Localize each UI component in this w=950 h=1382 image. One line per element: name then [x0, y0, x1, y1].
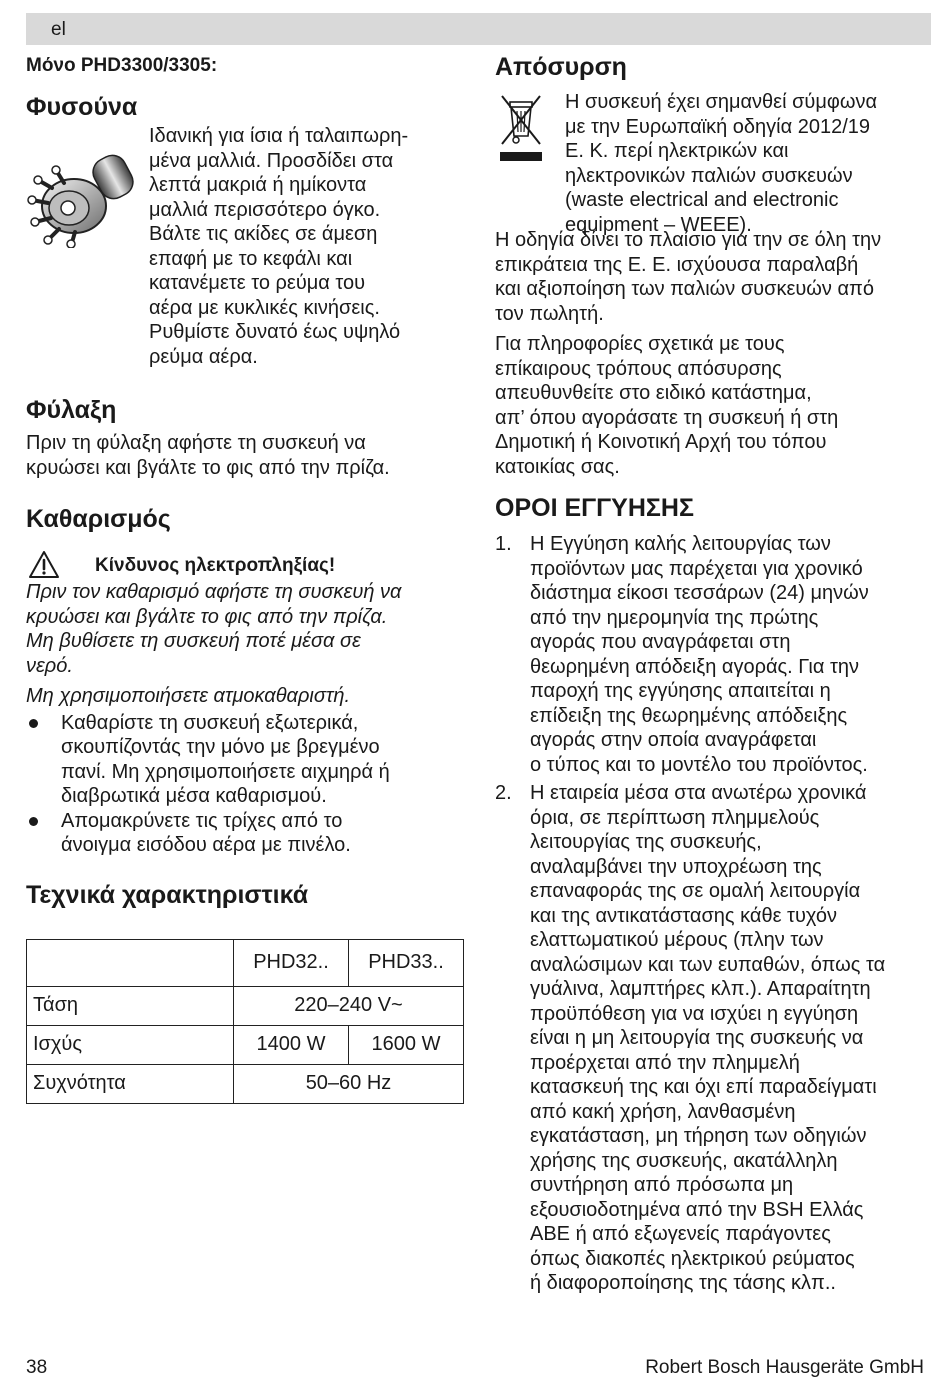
text-line: Η εταιρεία μέσα στα ανωτέρω χρονικά	[530, 782, 867, 804]
text-line: νερό.	[26, 654, 73, 677]
text-line: κατασκευή της και όχι επί παραδείγματι	[530, 1076, 877, 1098]
table-cell: 1400 W	[234, 1025, 349, 1064]
text-line: αγοράς που αναγράφεται στη	[530, 631, 791, 653]
text-line: Ιδανική για ίσια ή ταλαιπωρη-	[149, 125, 409, 147]
text-line: από κακή χρήση, λανθασμένη	[530, 1100, 796, 1123]
warning-header	[26, 552, 466, 580]
disposal-paragraph-2	[495, 332, 931, 479]
text-line: ηλεκτρονικών παλιών συσκευών	[565, 164, 853, 187]
text-line: συντήρηση από πρόσωπα μη	[530, 1174, 794, 1196]
text-line: κρυώσει και βγάλτε το φις από την πρίζα.	[26, 456, 390, 479]
table-row	[27, 1064, 464, 1103]
text-line: εξουσιοδοτημένα από την BSH Ελλάς	[530, 1198, 864, 1221]
text-line: αναλώσιμων και των ευπαθών, όπως τα	[530, 953, 886, 976]
text-line: ο τύπος και το μοντέλο του προϊόντος.	[530, 753, 868, 776]
text-line: διαβρωτικά μέσα καθαρισμού.	[61, 785, 327, 807]
table-header-cell: PHD32..	[234, 939, 349, 986]
weee-section	[495, 90, 931, 236]
cleaning-heading: Καθαρισμός	[26, 505, 171, 533]
table-row	[27, 1025, 464, 1064]
warning-text	[26, 580, 466, 678]
text-line: γυάλινα, λαμπτήρες κλπ.). Απαραίτητη	[530, 978, 871, 1000]
weee-description	[565, 90, 931, 237]
disposal-heading: Απόσυρση	[495, 53, 627, 81]
text-line: τον πωλητή.	[495, 302, 604, 325]
text-line: σκουπίζοντάς την μόνο με βρεγμένο	[61, 736, 380, 758]
text-line: θεωρημένη απόδειξη αγοράς. Για την	[530, 655, 860, 678]
storage-text	[26, 431, 466, 480]
text-line: Η συσκευή έχει σημανθεί σύμφωνα	[565, 91, 878, 113]
company-name: Robert Bosch Hausgeräte GmbH	[645, 1357, 924, 1378]
disposal-paragraph-1	[495, 228, 931, 326]
text-line: πανί. Μη χρησιμοποιήσετε αιχμηρά ή	[61, 760, 390, 783]
text-line: από την ημερομηνία της πρώτης	[530, 606, 819, 629]
text-line: κατανέμετε το ρεύμα του	[149, 272, 366, 294]
specs-heading: Τεχνικά χαρακτηριστικά	[26, 880, 309, 909]
page-number: 38	[26, 1357, 48, 1378]
text-line: διάστημα είκοσι τεσσάρων (24) μηνών	[530, 582, 869, 604]
text-line: Ρυθμίστε δυνατό έως υψηλό	[149, 321, 401, 343]
text-line: Πριν τη φύλαξη αφήστε τη συσκευή να	[26, 432, 366, 454]
text-line: προέρχεται από την πλημμελή	[530, 1051, 800, 1074]
table-cell: 220–240 V~	[234, 986, 464, 1025]
steam-note: Μη χρησιμοποιήσετε ατμοκαθαριστή.	[26, 685, 351, 707]
diffuser-heading: Φυσούνα	[26, 93, 138, 121]
text-line: παροχή της εγγύησης απαιτείται η	[530, 680, 831, 702]
text-line: (waste electrical and electronic	[565, 189, 839, 211]
diffuser-description	[149, 124, 459, 369]
text-line: Δημοτική ή Κοινοτική Αρχή του τόπου	[495, 431, 827, 453]
list-number: 2.	[495, 782, 512, 804]
text-line: κατοικίας σας.	[495, 455, 620, 478]
text-line: επικράτεια της Ε. Ε. ισχύουσα παραλαβή	[495, 253, 859, 276]
warranty-list	[495, 532, 931, 1296]
table-cell: Συχνότητα	[27, 1064, 234, 1103]
table-row	[27, 986, 464, 1025]
text-line: απ’ όπου αγοράσατε τη συσκευή ή στη	[495, 406, 839, 429]
text-line: όπως διακοπές ηλεκτρικού ρεύματος	[530, 1247, 855, 1270]
text-line: και αξιοποίηση των παλιών συσκευών από	[495, 278, 874, 300]
text-line: επίδειξη της θεωρημένης απόδειξης	[530, 704, 848, 727]
text-line: και της αντικατάστασης κάθε τυχόν	[530, 904, 837, 927]
text-line: αναλαμβάνει την υποχρέωση της	[530, 855, 822, 878]
list-item	[495, 781, 931, 1296]
text-line: λεπτά μακριά ή ημίκοντα	[149, 174, 367, 196]
text-line: αέρα με κυκλικές κινήσεις.	[149, 296, 380, 319]
text-line: με την Ευρωπαϊκή οδηγία 2012/19	[565, 115, 870, 138]
text-line: επίκαιρους τρόπους απόσυρσης	[495, 357, 782, 380]
text-line: Για πληροφορίες σχετικά με τους	[495, 333, 785, 355]
text-line: ή διαφοροποίησης της τάσης κλπ..	[530, 1272, 836, 1294]
language-tag: el	[51, 19, 66, 40]
text-line: Καθαρίστε τη συσκευή εξωτερικά,	[61, 711, 359, 734]
table-cell: Ισχύς	[27, 1025, 234, 1064]
text-line: Η οδηγία δίνει το πλαίσιο για την σε όλη την	[495, 229, 882, 251]
text-line: επαναφοράς της σε ομαλή λειτουργία	[530, 880, 861, 902]
specs-table	[26, 939, 464, 1104]
left-column	[26, 50, 466, 1104]
language-bar	[26, 13, 931, 45]
bullet-icon	[29, 719, 38, 728]
warranty-heading: ΟΡΟΙ ΕΓΓΥΗΣΗΣ	[495, 494, 694, 522]
bullet-icon	[29, 817, 38, 826]
text-line: επαφή με το κεφάλι και	[149, 247, 353, 270]
warning-triangle-icon	[28, 550, 60, 580]
table-cell: 50–60 Hz	[234, 1064, 464, 1103]
text-line: προϊόντων μας παρέχεται για χρονικό	[530, 557, 863, 580]
table-cell: Τάση	[27, 986, 234, 1025]
table-cell: 1600 W	[349, 1025, 464, 1064]
text-line: αγοράς στην οποία αναγράφεται	[530, 729, 817, 751]
text-line: εγκατάσταση, μη τήρηση των οδηγιών	[530, 1125, 867, 1147]
storage-heading: Φύλαξη	[26, 396, 117, 424]
diffuser-section	[26, 124, 466, 379]
right-column	[495, 50, 931, 1300]
text-line: μαλλιά περισσότερο όγκο.	[149, 198, 381, 221]
text-line: λειτουργίας της συσκευής,	[530, 831, 762, 853]
text-line: κρυώσει και βγάλτε το φις από την πρίζα.	[26, 605, 388, 628]
table-cell	[27, 939, 234, 986]
crossed-out-wheelie-bin-icon	[498, 92, 544, 162]
text-line: Απομακρύνετε τις τρίχες από το	[61, 809, 343, 832]
text-line: ΑΒΕ ή από εξωγενείς παράγοντες	[530, 1223, 831, 1245]
table-header-cell: PHD33..	[349, 939, 464, 986]
text-line: προϋπόθεση για να ισχύει η εγγύηση	[530, 1002, 859, 1025]
text-line: Βάλτε τις ακίδες σε άμεση	[149, 223, 378, 245]
text-line: όρια, σε περίπτωση πλημμελούς	[530, 806, 820, 829]
model-note: Μόνο PHD3300/3305:	[26, 55, 218, 76]
table-row	[27, 939, 464, 986]
text-line: απευθυνθείτε στο ειδικό κατάστημα,	[495, 382, 812, 404]
list-item	[26, 809, 466, 858]
text-line: χρήσης της συσκευής, ακατάλληλη	[530, 1149, 838, 1172]
text-line: ελαττωματικού μέρους (πλην των	[530, 929, 824, 951]
text-line: ρεύμα αέρα.	[149, 345, 258, 368]
text-line: μένα μαλλιά. Προσδίδει στα	[149, 149, 394, 172]
text-line: Η Εγγύηση καλής λειτουργίας των	[530, 533, 831, 555]
text-line: equipment – WEEE).	[565, 213, 752, 236]
text-line: Πριν τον καθαρισμό αφήστε τη συσκευή να	[26, 581, 402, 603]
text-line: είναι η μη λειτουργία της συσκευής να	[530, 1027, 864, 1049]
diffuser-attachment-icon	[26, 148, 134, 248]
list-item	[495, 532, 931, 777]
text-line: Ε. Κ. περί ηλεκτρικών και	[565, 140, 789, 162]
list-item	[26, 711, 466, 809]
warning-title: Κίνδυνος ηλεκτροπληξίας!	[95, 555, 336, 576]
text-line: άνοιγμα εισόδου αέρα με πινέλο.	[61, 834, 351, 856]
list-number: 1.	[495, 533, 512, 555]
text-line: Μη βυθίσετε τη συσκευή ποτέ μέσα σε	[26, 630, 361, 652]
cleaning-list	[26, 711, 466, 858]
